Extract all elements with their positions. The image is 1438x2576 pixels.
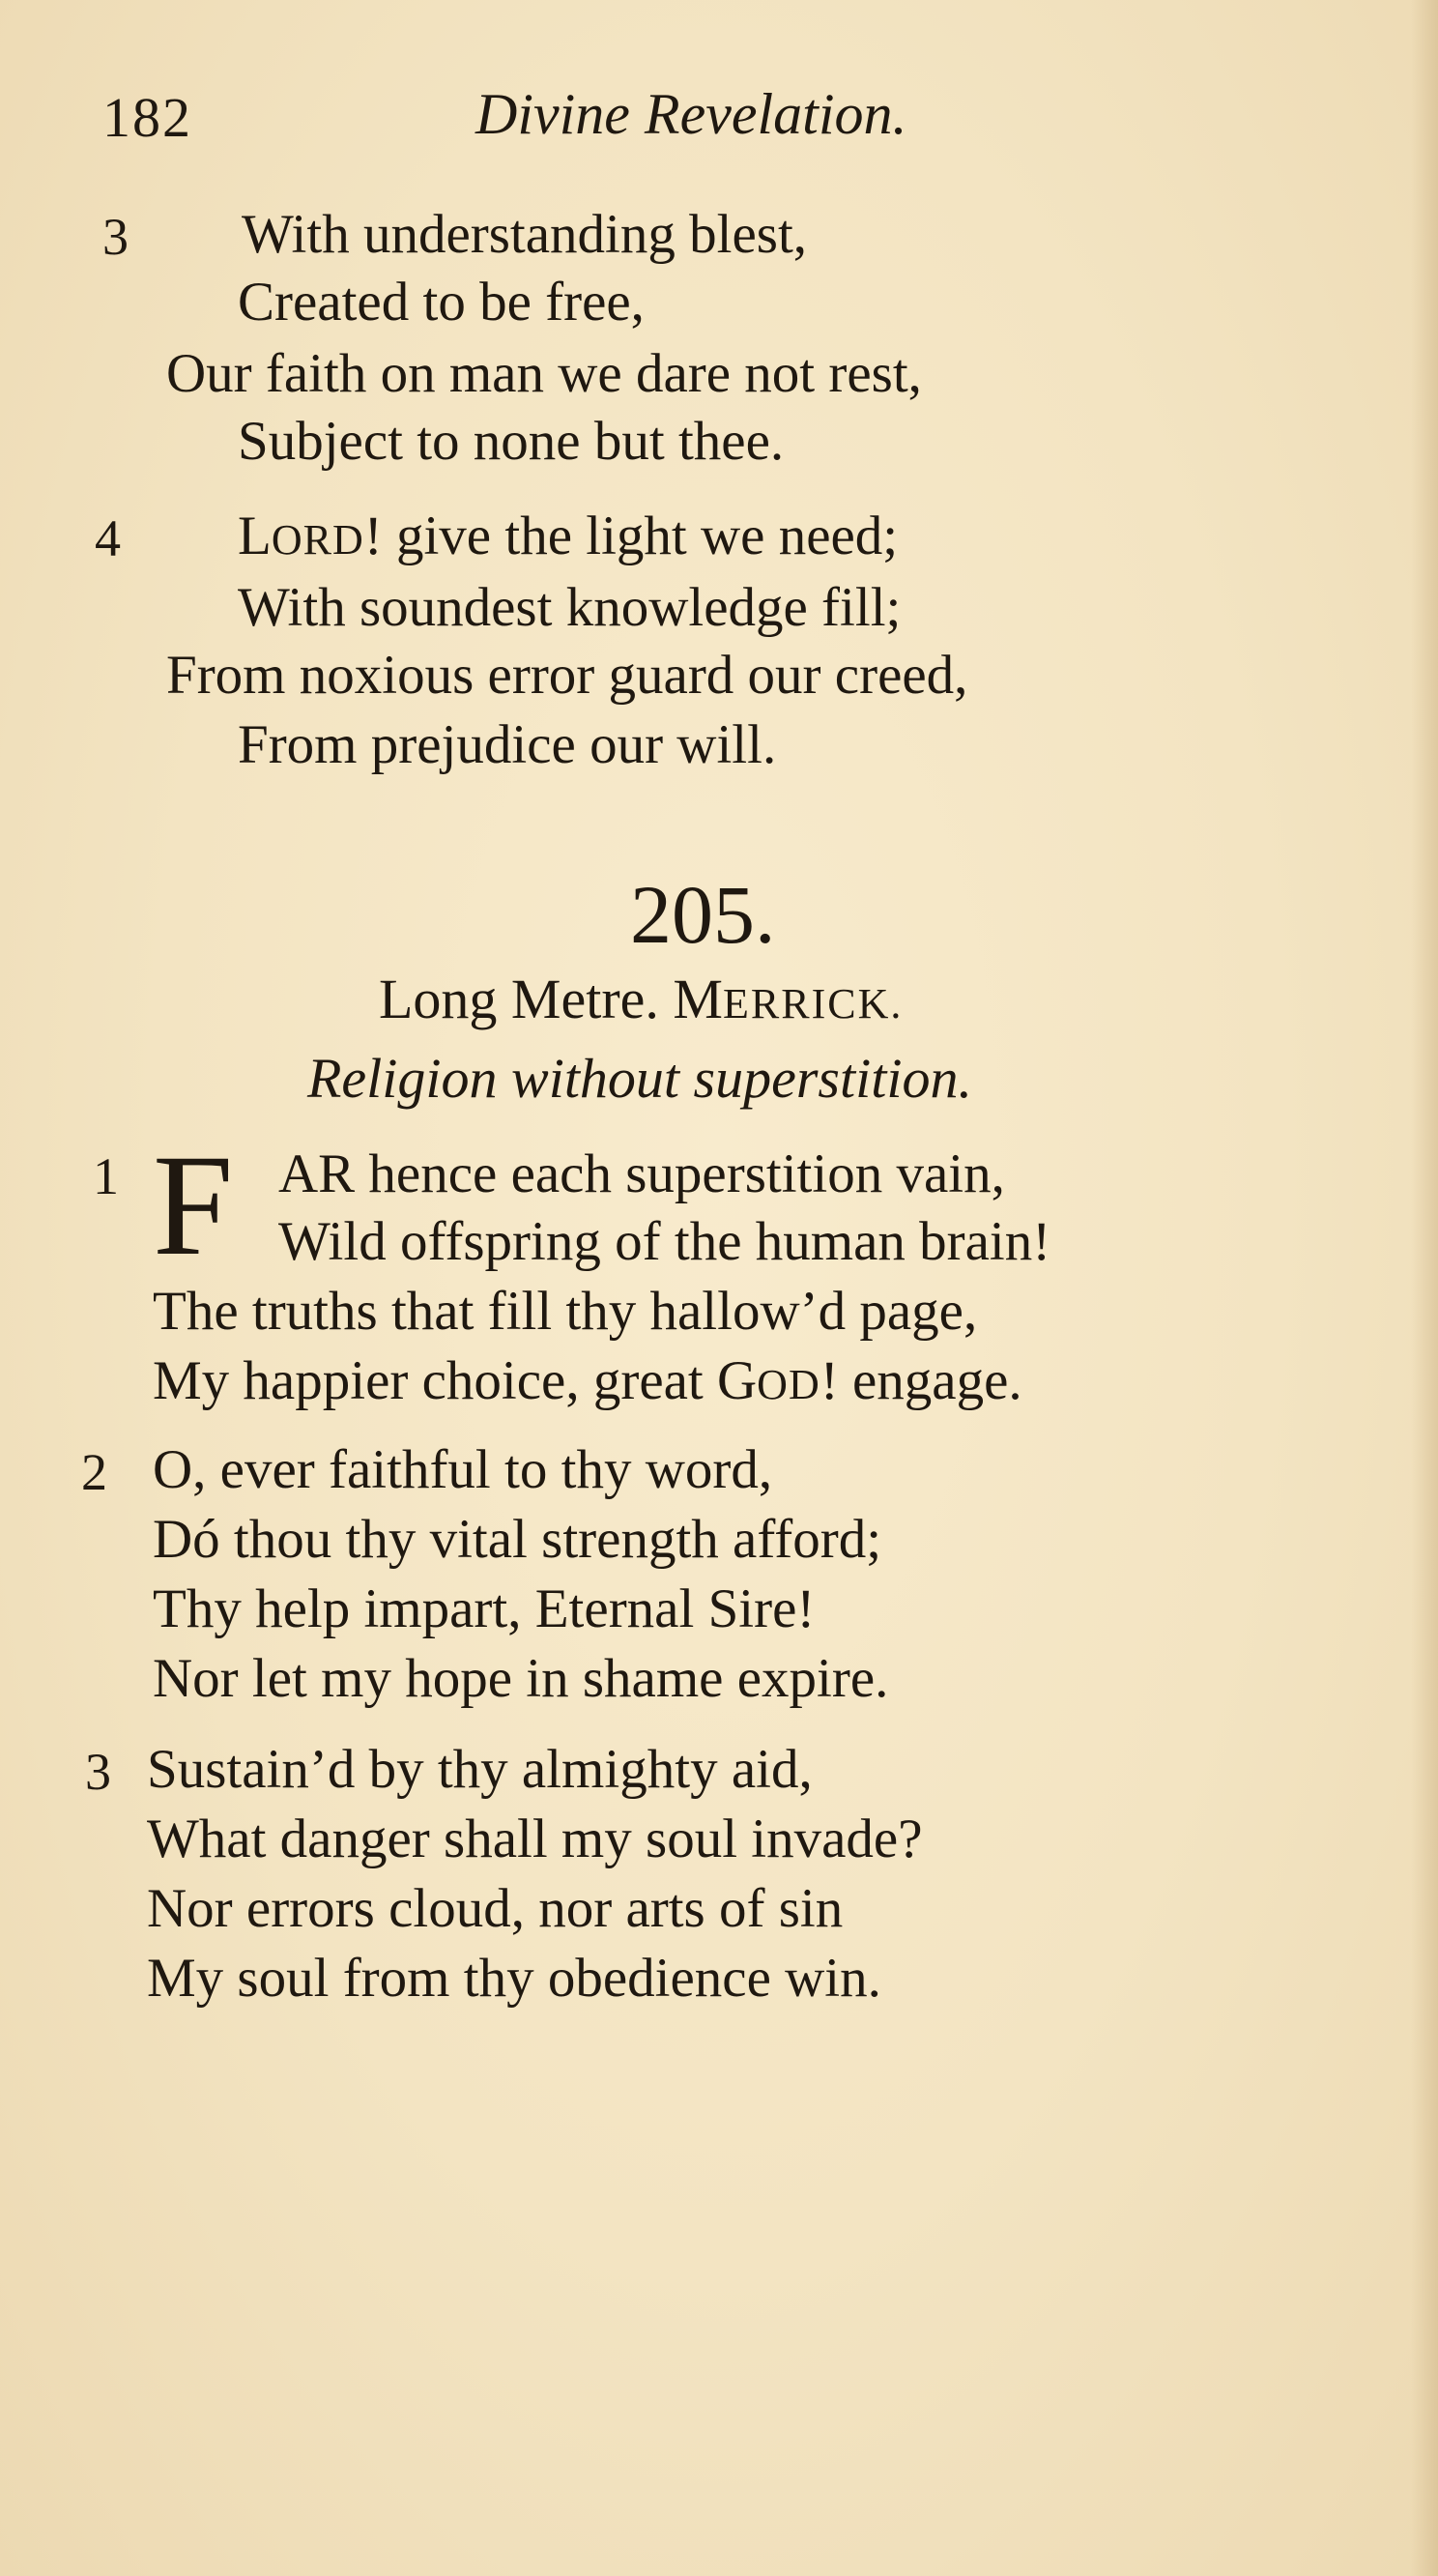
verse-line: O, ever faithful to thy word,	[153, 1439, 773, 1500]
verse-line: With understanding blest,	[242, 204, 808, 265]
verse-line: The truths that fill thy hallow’d page,	[153, 1281, 978, 1342]
author-initial: M	[673, 968, 723, 1030]
page-edge-shadow	[1411, 0, 1438, 2576]
god-punct: !	[820, 1350, 839, 1411]
verse-line: With soundest knowledge fill;	[238, 577, 902, 638]
verse-line: Thy help impart, Eternal Sire!	[153, 1578, 816, 1639]
verse-line: Sustain’d by thy almighty aid,	[147, 1739, 813, 1800]
verse-line-prefix: My happier choice, great	[153, 1350, 704, 1411]
stanza-number: 2	[81, 1443, 107, 1501]
author-small-caps: ERRICK.	[723, 980, 904, 1028]
verse-line: Created to be free,	[238, 272, 645, 333]
author	[673, 968, 903, 1030]
verse-line	[238, 508, 898, 564]
lord-small-caps: ORD	[271, 516, 364, 564]
god-initial: G	[717, 1350, 758, 1411]
drop-cap: F	[153, 1125, 234, 1286]
running-title: Divine Revelation.	[475, 82, 907, 146]
page-number: 182	[102, 86, 192, 149]
god-word	[717, 1350, 839, 1411]
verse-line: Subject to none but thee.	[238, 411, 785, 472]
stanza-number: 4	[95, 509, 121, 567]
verse-line: Our faith on man we dare not rest,	[166, 343, 922, 404]
stanza-number: 3	[102, 208, 129, 266]
hymn-subject: Religion without superstition.	[307, 1047, 972, 1110]
verse-line-rest: give the light we need;	[395, 506, 899, 566]
stanza-number: 1	[93, 1147, 119, 1205]
verse-line: Wild offspring of the human brain!	[278, 1211, 1051, 1272]
lord-punct: !	[363, 506, 383, 566]
god-small-caps: OD	[757, 1361, 820, 1408]
meter: Long Metre.	[379, 968, 659, 1030]
verse-line-suffix: engage.	[851, 1350, 1022, 1411]
verse-line: My soul from thy obedience win.	[147, 1948, 881, 2009]
verse-line: AR hence each superstition vain,	[278, 1143, 1005, 1204]
hymn-number: 205.	[630, 868, 776, 961]
verse-line: From noxious error guard our creed,	[166, 645, 968, 706]
verse-line: From prejudice our will.	[238, 714, 777, 775]
verse-line: What danger shall my soul invade?	[147, 1809, 923, 1869]
verse-line: Nor errors cloud, nor arts of sin	[147, 1878, 844, 1939]
stanza-number: 3	[85, 1743, 111, 1801]
verse-line	[153, 1350, 1022, 1411]
verse-line: Nor let my hope in shame expire.	[153, 1648, 889, 1709]
meter-line	[379, 967, 903, 1031]
lord-initial: L	[238, 506, 272, 566]
verse-line: Dó thou thy vital strength afford;	[153, 1509, 882, 1570]
